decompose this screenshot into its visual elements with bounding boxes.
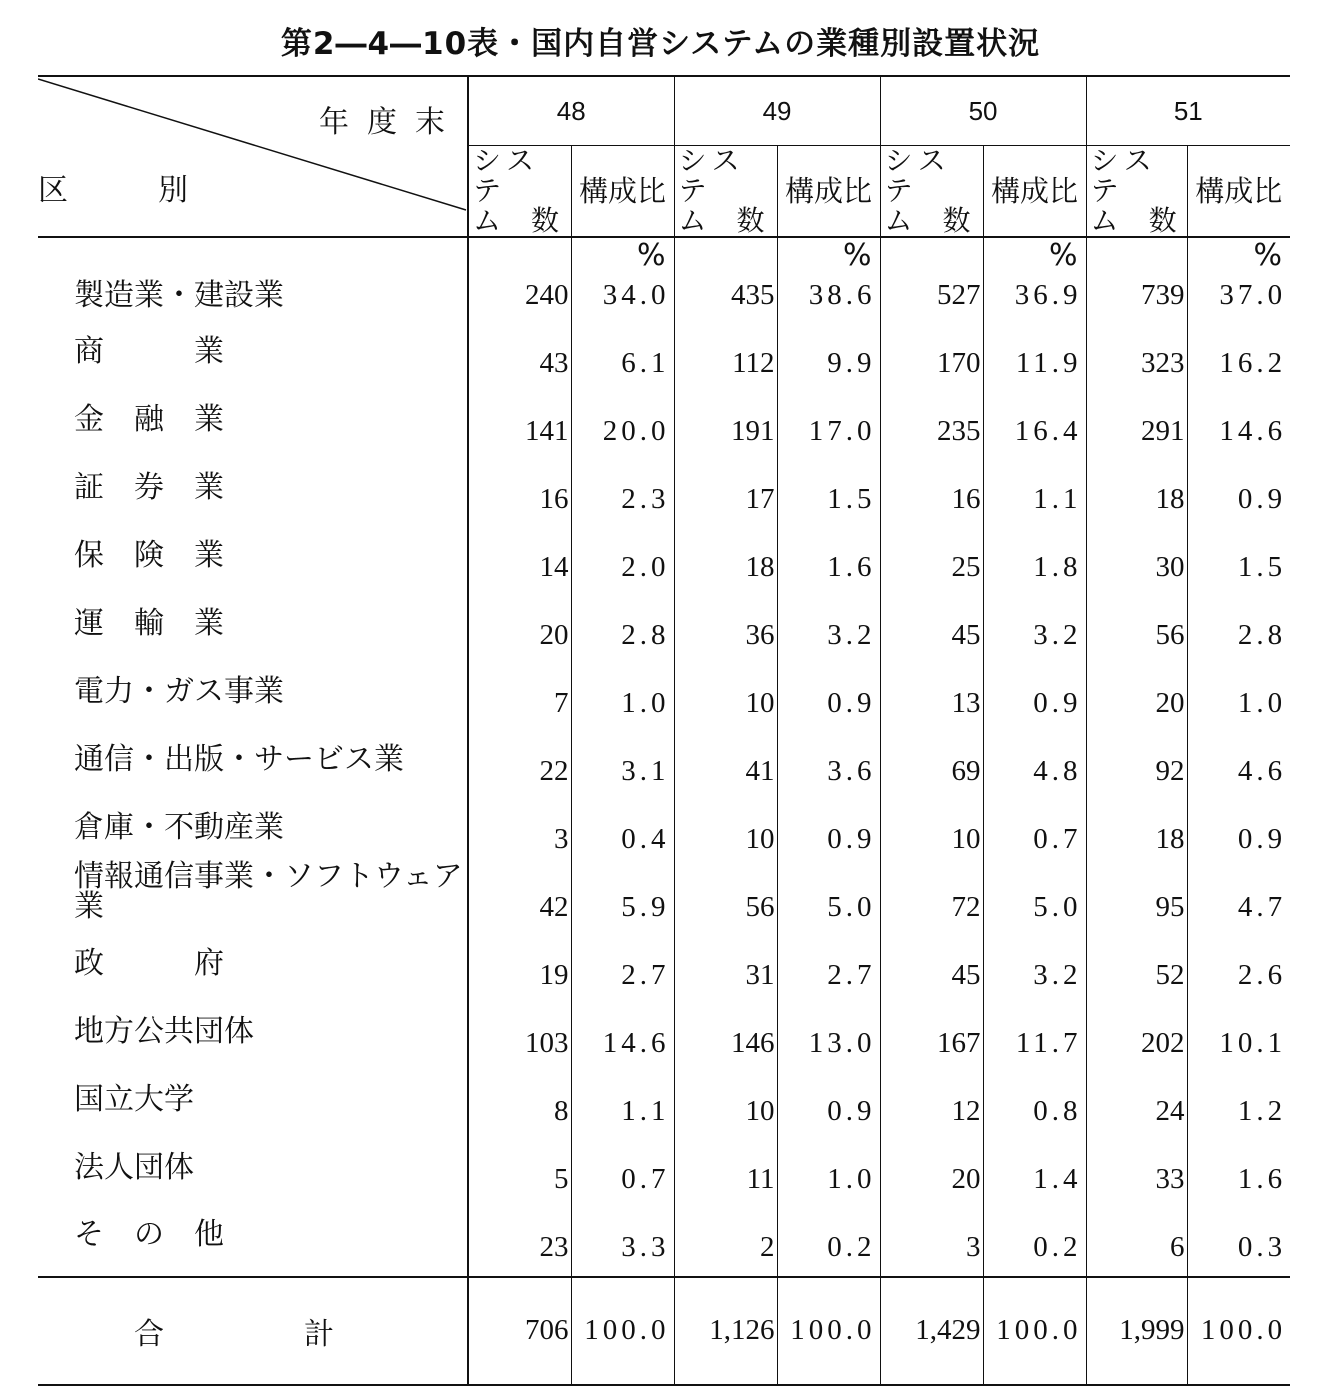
system-count-cell: 30: [1086, 518, 1187, 586]
table-row: [38, 586, 1290, 654]
system-count-cell: 146: [674, 994, 777, 1062]
system-count-cell: 8: [468, 1062, 571, 1130]
system-count-cell: 3: [880, 1198, 983, 1277]
system-count-cell: 191: [674, 382, 777, 450]
composition-ratio-cell: 1.0: [1187, 654, 1290, 722]
composition-ratio-cell: 0.9: [777, 1062, 880, 1130]
table-row: [38, 926, 1290, 994]
system-count-cell: 18: [674, 518, 777, 586]
composition-ratio-cell: 3.6: [777, 722, 880, 790]
corner-header: [38, 76, 468, 237]
system-count-cell: 16: [468, 450, 571, 518]
system-count-cell: 6: [1086, 1198, 1187, 1277]
composition-ratio-cell: 9.9: [777, 314, 880, 382]
composition-ratio-cell: 0.7: [983, 790, 1086, 858]
system-count-cell: 20: [880, 1130, 983, 1198]
system-count-cell: 25: [880, 518, 983, 586]
table-row: [38, 270, 1290, 314]
percent-unit-mark: %: [777, 237, 880, 270]
system-count-cell: 31: [674, 926, 777, 994]
composition-ratio-cell: 37.0: [1187, 270, 1290, 314]
category-label: 区 別: [38, 173, 188, 208]
system-count-cell: 13: [880, 654, 983, 722]
col-header-composition-ratio: 構成比: [1187, 146, 1290, 238]
composition-ratio-cell: 0.8: [983, 1062, 1086, 1130]
table-row: [38, 994, 1290, 1062]
industry-system-table: [38, 75, 1290, 1386]
composition-ratio-cell: 3.1: [571, 722, 674, 790]
system-count-cell: 92: [1086, 722, 1187, 790]
table-row: [38, 790, 1290, 858]
total-system-count-cell: 1,999: [1086, 1277, 1187, 1385]
total-ratio-cell: 100.0: [571, 1277, 674, 1385]
composition-ratio-cell: 6.1: [571, 314, 674, 382]
system-count-cell: 12: [880, 1062, 983, 1130]
composition-ratio-cell: 36.9: [983, 270, 1086, 314]
total-system-count-cell: 1,126: [674, 1277, 777, 1385]
row-category-label: 地方公共団体: [74, 1014, 254, 1049]
composition-ratio-cell: 20.0: [571, 382, 674, 450]
row-category-label: 証 券 業: [74, 470, 224, 505]
composition-ratio-cell: 2.7: [571, 926, 674, 994]
row-category-label: 保 険 業: [74, 538, 224, 573]
system-count-cell: 33: [1086, 1130, 1187, 1198]
composition-ratio-cell: 4.7: [1187, 858, 1290, 926]
system-count-cell: 18: [1086, 450, 1187, 518]
row-category-label: 情報通信事業・ソフトウェア業: [74, 859, 463, 924]
col-header-system-count: システ ム 数: [468, 146, 571, 238]
year-header-49: 49: [674, 76, 880, 146]
table-row: [38, 858, 1290, 926]
row-category-label: 商 業: [74, 334, 224, 369]
composition-ratio-cell: 11.9: [983, 314, 1086, 382]
system-count-cell: 69: [880, 722, 983, 790]
composition-ratio-cell: 0.9: [1187, 790, 1290, 858]
system-count-cell: 7: [468, 654, 571, 722]
percent-unit-mark: %: [983, 237, 1086, 270]
composition-ratio-cell: 16.2: [1187, 314, 1290, 382]
system-count-cell: 202: [1086, 994, 1187, 1062]
table-row: [38, 654, 1290, 722]
system-count-cell: 739: [1086, 270, 1187, 314]
system-count-cell: 5: [468, 1130, 571, 1198]
system-count-cell: 527: [880, 270, 983, 314]
system-count-cell: 2: [674, 1198, 777, 1277]
year-header-50: 50: [880, 76, 1086, 146]
composition-ratio-cell: 0.4: [571, 790, 674, 858]
total-system-count-cell: 1,429: [880, 1277, 983, 1385]
system-count-cell: 22: [468, 722, 571, 790]
total-ratio-cell: 100.0: [1187, 1277, 1290, 1385]
table-row: [38, 1130, 1290, 1198]
system-count-cell: 20: [1086, 654, 1187, 722]
composition-ratio-cell: 3.2: [983, 926, 1086, 994]
col-header-composition-ratio: 構成比: [777, 146, 880, 238]
system-count-cell: 19: [468, 926, 571, 994]
composition-ratio-cell: 1.5: [1187, 518, 1290, 586]
system-count-cell: 10: [674, 1062, 777, 1130]
percent-unit-mark: %: [571, 237, 674, 270]
row-category-label: 国立大学: [74, 1082, 194, 1117]
table-row: [38, 518, 1290, 586]
system-count-cell: 23: [468, 1198, 571, 1277]
row-category-label: 電力・ガス事業: [74, 674, 284, 709]
composition-ratio-cell: 5.9: [571, 858, 674, 926]
system-count-cell: 11: [674, 1130, 777, 1198]
system-count-cell: 167: [880, 994, 983, 1062]
composition-ratio-cell: 0.2: [777, 1198, 880, 1277]
composition-ratio-cell: 0.9: [777, 790, 880, 858]
composition-ratio-cell: 14.6: [571, 994, 674, 1062]
composition-ratio-cell: 17.0: [777, 382, 880, 450]
system-count-cell: 10: [880, 790, 983, 858]
system-count-cell: 43: [468, 314, 571, 382]
composition-ratio-cell: 10.1: [1187, 994, 1290, 1062]
total-system-count-cell: 706: [468, 1277, 571, 1385]
row-category-label: 政 府: [74, 946, 224, 981]
col-header-composition-ratio: 構成比: [571, 146, 674, 238]
table-title: 第2―4―10表・国内自営システムの業種別設置状況: [280, 26, 1041, 62]
composition-ratio-cell: 1.6: [1187, 1130, 1290, 1198]
composition-ratio-cell: 3.2: [983, 586, 1086, 654]
system-count-cell: 56: [674, 858, 777, 926]
system-count-cell: 10: [674, 790, 777, 858]
system-count-cell: 291: [1086, 382, 1187, 450]
row-category-label: 金 融 業: [74, 402, 224, 437]
composition-ratio-cell: 11.7: [983, 994, 1086, 1062]
system-count-cell: 112: [674, 314, 777, 382]
system-count-cell: 323: [1086, 314, 1187, 382]
composition-ratio-cell: 1.1: [571, 1062, 674, 1130]
year-header-51: 51: [1086, 76, 1290, 146]
composition-ratio-cell: 0.9: [777, 654, 880, 722]
composition-ratio-cell: 5.0: [777, 858, 880, 926]
col-header-system-count: システ ム 数: [674, 146, 777, 238]
system-count-cell: 72: [880, 858, 983, 926]
system-count-cell: 435: [674, 270, 777, 314]
composition-ratio-cell: 4.8: [983, 722, 1086, 790]
composition-ratio-cell: 2.7: [777, 926, 880, 994]
total-label: 合 計: [38, 1277, 468, 1385]
composition-ratio-cell: 2.8: [1187, 586, 1290, 654]
system-count-cell: 56: [1086, 586, 1187, 654]
system-count-cell: 103: [468, 994, 571, 1062]
composition-ratio-cell: 1.0: [777, 1130, 880, 1198]
composition-ratio-cell: 2.0: [571, 518, 674, 586]
composition-ratio-cell: 13.0: [777, 994, 880, 1062]
system-count-cell: 18: [1086, 790, 1187, 858]
composition-ratio-cell: 1.6: [777, 518, 880, 586]
system-count-cell: 24: [1086, 1062, 1187, 1130]
table-row: [38, 382, 1290, 450]
composition-ratio-cell: 14.6: [1187, 382, 1290, 450]
system-count-cell: 95: [1086, 858, 1187, 926]
system-count-cell: 41: [674, 722, 777, 790]
composition-ratio-cell: 1.5: [777, 450, 880, 518]
composition-ratio-cell: 0.3: [1187, 1198, 1290, 1277]
composition-ratio-cell: 34.0: [571, 270, 674, 314]
composition-ratio-cell: 1.8: [983, 518, 1086, 586]
col-header-system-count: システ ム 数: [880, 146, 983, 238]
composition-ratio-cell: 0.7: [571, 1130, 674, 1198]
system-count-cell: 17: [674, 450, 777, 518]
total-ratio-cell: 100.0: [777, 1277, 880, 1385]
composition-ratio-cell: 3.3: [571, 1198, 674, 1277]
composition-ratio-cell: 2.8: [571, 586, 674, 654]
system-count-cell: 170: [880, 314, 983, 382]
percent-unit-mark: %: [1187, 237, 1290, 270]
system-count-cell: 240: [468, 270, 571, 314]
composition-ratio-cell: 38.6: [777, 270, 880, 314]
composition-ratio-cell: 0.2: [983, 1198, 1086, 1277]
system-count-cell: 141: [468, 382, 571, 450]
composition-ratio-cell: 1.2: [1187, 1062, 1290, 1130]
row-category-label: 製造業・建設業: [74, 278, 284, 313]
col-header-system-count: システ ム 数: [1086, 146, 1187, 238]
row-category-label: 倉庫・不動産業: [74, 810, 284, 845]
year-header-48: 48: [468, 76, 674, 146]
composition-ratio-cell: 5.0: [983, 858, 1086, 926]
row-category-label: 通信・出版・サービス業: [74, 742, 404, 777]
table-row: [38, 722, 1290, 790]
composition-ratio-cell: 1.4: [983, 1130, 1086, 1198]
composition-ratio-cell: 1.0: [571, 654, 674, 722]
system-count-cell: 14: [468, 518, 571, 586]
row-category-label: そ の 他: [74, 1217, 224, 1252]
fiscal-year-end-label: 年度末: [319, 105, 463, 140]
composition-ratio-cell: 4.6: [1187, 722, 1290, 790]
system-count-cell: 20: [468, 586, 571, 654]
composition-ratio-cell: 3.2: [777, 586, 880, 654]
system-count-cell: 3: [468, 790, 571, 858]
composition-ratio-cell: 2.6: [1187, 926, 1290, 994]
composition-ratio-cell: 0.9: [1187, 450, 1290, 518]
system-count-cell: 36: [674, 586, 777, 654]
system-count-cell: 45: [880, 586, 983, 654]
composition-ratio-cell: 1.1: [983, 450, 1086, 518]
system-count-cell: 235: [880, 382, 983, 450]
row-category-label: 法人団体: [74, 1150, 194, 1185]
composition-ratio-cell: 2.3: [571, 450, 674, 518]
table-row: [38, 1198, 1290, 1277]
system-count-cell: 52: [1086, 926, 1187, 994]
col-header-composition-ratio: 構成比: [983, 146, 1086, 238]
total-ratio-cell: 100.0: [983, 1277, 1086, 1385]
composition-ratio-cell: 16.4: [983, 382, 1086, 450]
system-count-cell: 45: [880, 926, 983, 994]
table-row: [38, 314, 1290, 382]
composition-ratio-cell: 0.9: [983, 654, 1086, 722]
system-count-cell: 10: [674, 654, 777, 722]
row-category-label: 運 輸 業: [74, 606, 224, 641]
table-row: [38, 1062, 1290, 1130]
system-count-cell: 16: [880, 450, 983, 518]
table-row: [38, 450, 1290, 518]
system-count-cell: 42: [468, 858, 571, 926]
